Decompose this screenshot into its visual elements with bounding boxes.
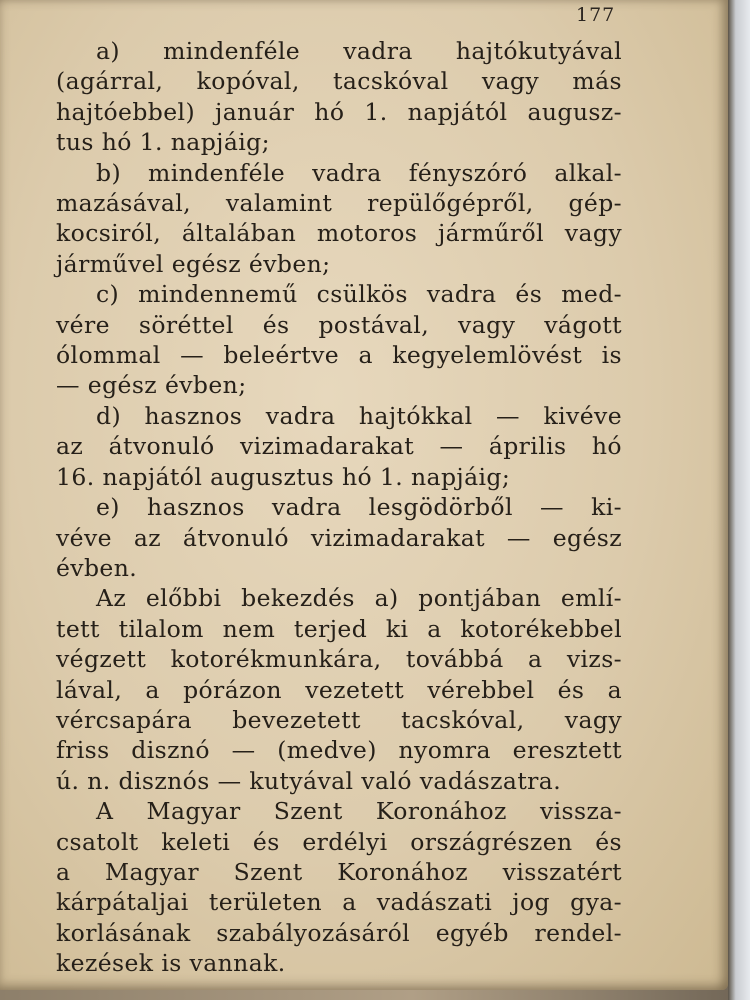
text-line: vércsapára bevezetett tacskóval, vagy (56, 705, 622, 734)
page-text (56, 36, 622, 979)
text-line: lával, a pórázon vezetett vérebbel és a (56, 675, 622, 704)
text-line: kezések is vannak. (56, 949, 286, 978)
text-line: járművel egész évben; (56, 249, 331, 278)
page-number: 177 (576, 4, 616, 26)
text-line: hajtóebbel) január hó 1. napjától augusz- (56, 97, 622, 126)
text-line: a Magyar Szent Koronához visszatért (56, 857, 622, 886)
text-line: A Magyar Szent Koronához vissza- (96, 797, 622, 826)
text-line: d) hasznos vadra hajtókkal — kivéve (96, 401, 622, 430)
text-line: az átvonuló vizimadarakat — április hó (56, 432, 622, 461)
text-line: kárpátaljai területen a vadászati jog gya- (56, 888, 622, 917)
text-line: véve az átvonuló vizimadarakat — egész (56, 523, 622, 552)
background-edge (728, 0, 750, 1000)
text-line: — egész évben; (56, 371, 247, 400)
text-line: tus hó 1. napjáig; (56, 128, 270, 157)
text-line: évben. (56, 553, 138, 582)
text-line: kocsiról, általában motoros járműről vagy (56, 219, 622, 248)
text-line: 16. napjától augusztus hó 1. napjáig; (56, 462, 511, 491)
text-line: végzett kotorékmunkára, továbbá a vizs- (56, 645, 622, 674)
text-line: tett tilalom nem terjed ki a kotorékebbel (56, 614, 622, 643)
text-line: friss disznó — (medve) nyomra eresztett (56, 736, 622, 765)
text-line: Az előbbi bekezdés a) pontjában emlí- (96, 584, 622, 613)
text-line: (agárral, kopóval, tacskóval vagy más (56, 67, 622, 96)
text-line: a) mindenféle vadra hajtókutyával (96, 37, 622, 65)
text-line: b) mindenféle vadra fényszóró alkal- (96, 158, 622, 187)
text-line: vére söréttel és postával, vagy vágott (56, 310, 622, 339)
text-line: mazásával, valamint repülőgépről, gép- (56, 189, 622, 218)
text-line: ólommal — beleértve a kegyelemlövést is (56, 341, 622, 370)
text-line: c) mindennemű csülkös vadra és med- (96, 280, 622, 309)
text-line: csatolt keleti és erdélyi országrészen és (56, 827, 622, 856)
text-line: e) hasznos vadra lesgödörből — ki- (96, 493, 622, 522)
text-line: korlásának szabályozásáról egyéb rendel- (56, 918, 622, 947)
text-line: ú. n. disznós — kutyával való vadászatra. (56, 766, 562, 795)
